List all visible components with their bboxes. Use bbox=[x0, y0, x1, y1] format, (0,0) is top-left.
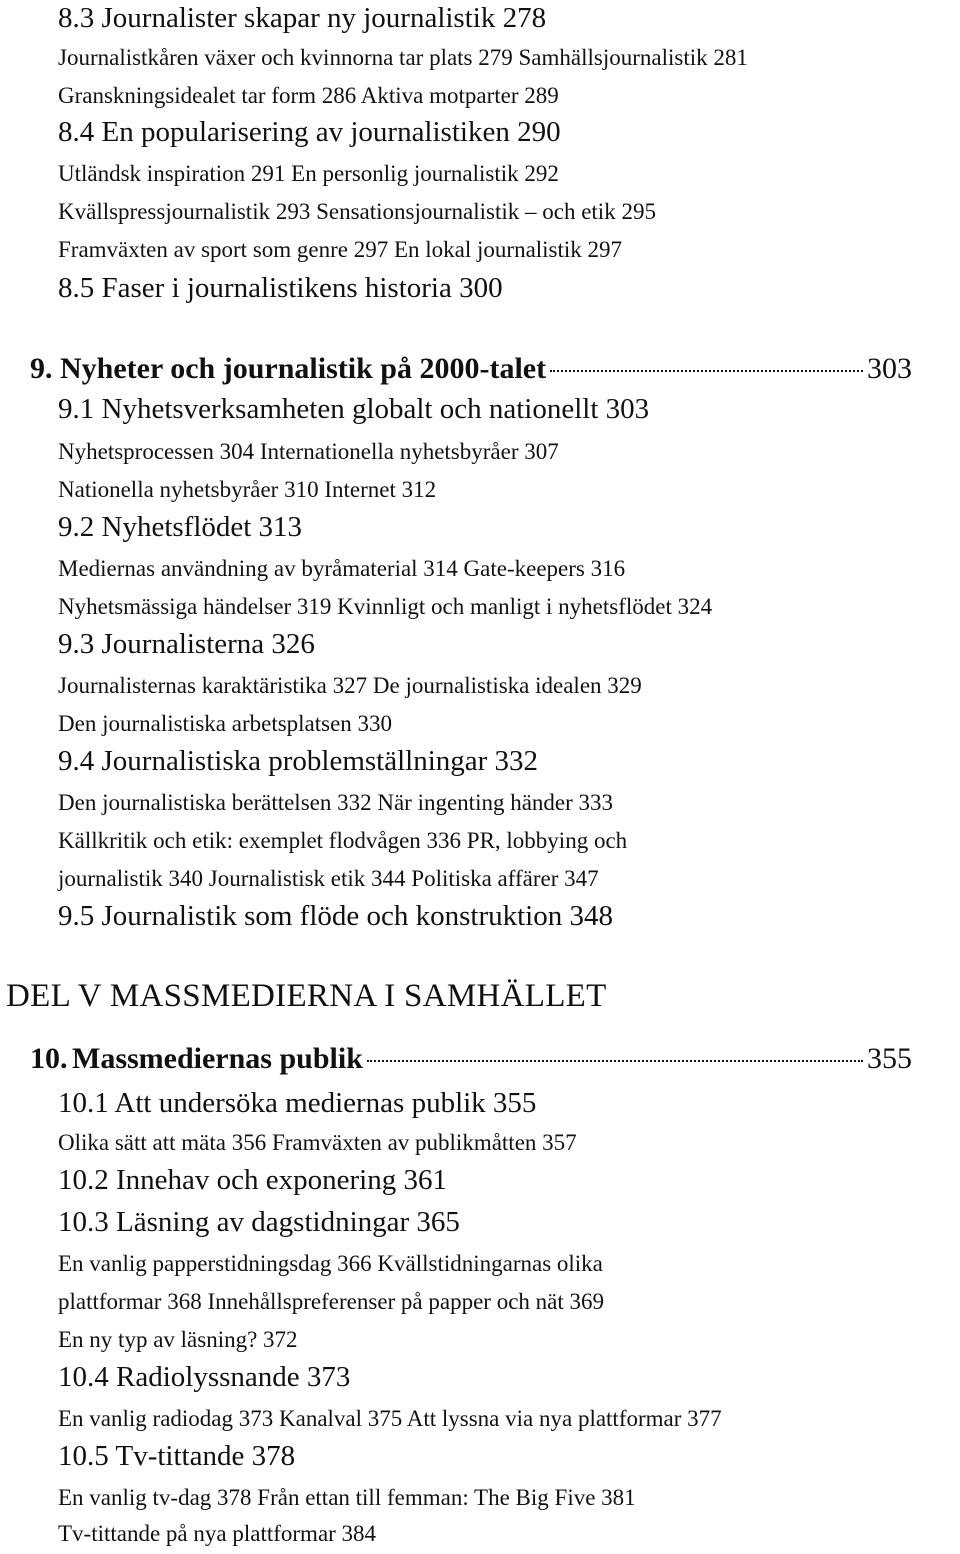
toc-subentries: En vanlig papperstidningsdag 366 Kvällstidningarnas olika bbox=[58, 1251, 603, 1276]
toc-chapter-10 bbox=[30, 1042, 912, 1076]
toc-subentries: En ny typ av läsning? 372 bbox=[58, 1327, 298, 1352]
chapter-title: Nyheter och journalistik på 2000-talet bbox=[60, 352, 547, 385]
toc-subentries: Framväxten av sport som genre 297 En lokal journalistik 297 bbox=[58, 237, 623, 262]
toc-section-9-1: 9.1 Nyhetsverksamheten globalt och nationellt 303 bbox=[58, 393, 650, 425]
toc-subentries: En vanlig radiodag 373 Kanalval 375 Att lyssna via nya plattformar 377 bbox=[58, 1406, 722, 1431]
toc-section-9-2: 9.2 Nyhetsflödet 313 bbox=[58, 511, 303, 543]
toc-subentries: Källkritik och etik: exemplet flodvågen 336 PR, lobbying och bbox=[58, 828, 628, 853]
chapter-title: Massmediernas publik bbox=[72, 1042, 363, 1075]
chapter-number: 10. bbox=[30, 1042, 68, 1075]
toc-section-8-5: 8.5 Faser i journalistikens historia 300 bbox=[58, 272, 503, 304]
toc-subentries: Utländsk inspiration 291 En personlig journalistik 292 bbox=[58, 161, 559, 186]
toc-part-v: DEL V MASSMEDIERNA I SAMHÄLLET bbox=[6, 978, 607, 1014]
toc-section-10-4: 10.4 Radiolyssnande 373 bbox=[58, 1361, 351, 1393]
toc-subentries: Tv-tittande på nya plattformar 384 bbox=[58, 1521, 377, 1546]
toc-subentries: En vanlig tv-dag 378 Från ettan till femman: The Big Five 381 bbox=[58, 1485, 636, 1510]
toc-section-10-2: 10.2 Innehav och exponering 361 bbox=[58, 1164, 447, 1196]
toc-subentries: Den journalistiska arbetsplatsen 330 bbox=[58, 711, 393, 736]
toc-section-10-5: 10.5 Tv-tittande 378 bbox=[58, 1440, 296, 1472]
toc-subentries: journalistik 340 Journalistisk etik 344 Politiska affärer 347 bbox=[58, 866, 599, 891]
toc-subentries: Den journalistiska berättelsen 332 När ingenting händer 333 bbox=[58, 790, 614, 815]
toc-section-9-3: 9.3 Journalisterna 326 bbox=[58, 628, 315, 660]
toc-section-10-1: 10.1 Att undersöka mediernas publik 355 bbox=[58, 1087, 537, 1119]
toc-subentries: plattformar 368 Innehållspreferenser på papper och nät 369 bbox=[58, 1289, 605, 1314]
dot-leader bbox=[367, 1059, 863, 1062]
toc-section-8-4: 8.4 En popularisering av journalistiken 290 bbox=[58, 116, 561, 148]
toc-section-8-3: 8.3 Journalister skapar ny journalistik 278 bbox=[58, 2, 547, 34]
toc-chapter-9 bbox=[30, 352, 912, 386]
dot-leader bbox=[550, 369, 863, 372]
chapter-number: 9. bbox=[30, 352, 53, 385]
toc-subentries: Journalisternas karaktäristika 327 De journalistiska idealen 329 bbox=[58, 673, 642, 698]
toc-subentries: Mediernas användning av byråmaterial 314 Gate-keepers 316 bbox=[58, 556, 626, 581]
toc-subentries: Nyhetsprocessen 304 Internationella nyhetsbyråer 307 bbox=[58, 439, 559, 464]
chapter-page: 355 bbox=[867, 1042, 912, 1075]
toc-section-9-5: 9.5 Journalistik som flöde och konstruktion 348 bbox=[58, 900, 613, 932]
toc-section-10-3: 10.3 Läsning av dagstidningar 365 bbox=[58, 1206, 460, 1238]
toc-subentries: Granskningsidealet tar form 286 Aktiva motparter 289 bbox=[58, 83, 559, 108]
toc-subentries: Journalistkåren växer och kvinnorna tar plats 279 Samhällsjournalistik 281 bbox=[58, 45, 748, 70]
chapter-page: 303 bbox=[867, 352, 912, 385]
toc-subentries: Nationella nyhetsbyråer 310 Internet 312 bbox=[58, 477, 437, 502]
toc-section-9-4: 9.4 Journalistiska problemställningar 332 bbox=[58, 745, 539, 777]
toc-subentries: Nyhetsmässiga händelser 319 Kvinnligt och manligt i nyhetsflödet 324 bbox=[58, 594, 713, 619]
toc-subentries: Olika sätt att mäta 356 Framväxten av publikmåtten 357 bbox=[58, 1130, 577, 1155]
toc-subentries: Kvällspressjournalistik 293 Sensationsjournalistik – och etik 295 bbox=[58, 199, 656, 224]
